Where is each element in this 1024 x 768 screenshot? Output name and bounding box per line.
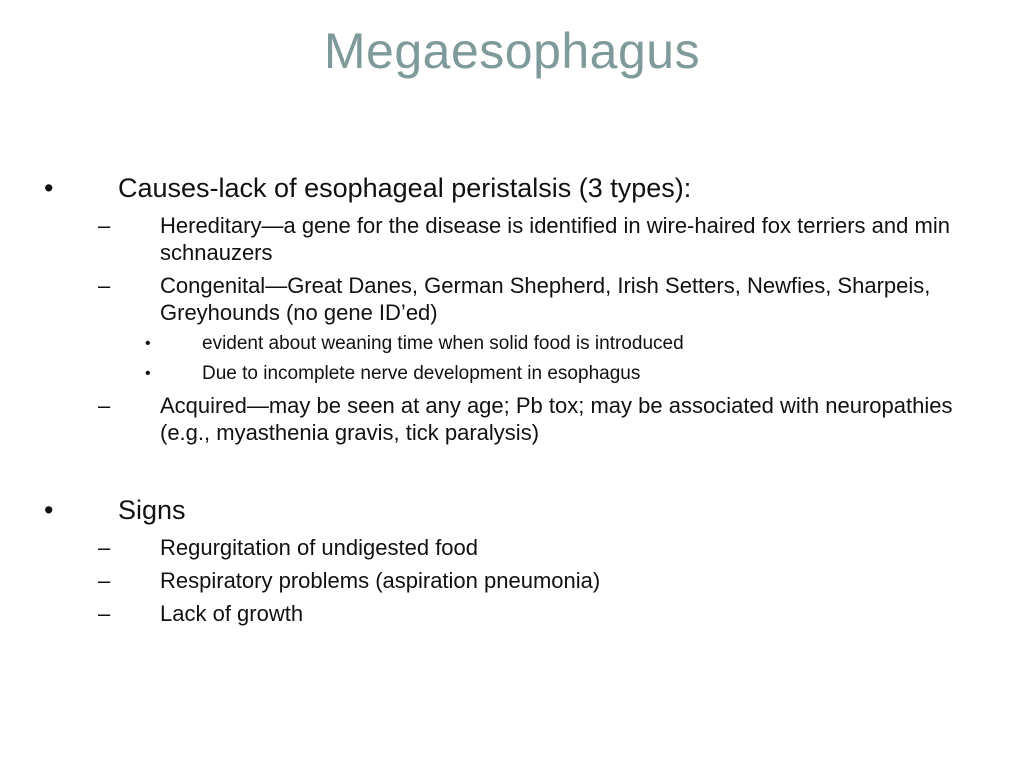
bullet-causes-text: Causes-lack of esophageal peristalsis (3 types): bbox=[118, 173, 692, 203]
bullet-marker: • bbox=[145, 365, 151, 382]
dash-marker: – bbox=[98, 601, 111, 626]
subbullet-respiratory-text: Respiratory problems (aspiration pneumonia) bbox=[160, 568, 601, 593]
bullet-signs-text: Signs bbox=[118, 495, 186, 525]
subbullet-acquired-text: Acquired—may be seen at any age; Pb tox; may be associated with neuropathies (e.g., myasthenia gravis, tick paralysis) bbox=[160, 393, 953, 445]
subbullet-congenital bbox=[0, 272, 1024, 326]
subsubbullet-weaning-text: evident about weaning time when solid food is introduced bbox=[202, 333, 684, 354]
subbullet-regurgitation bbox=[0, 534, 1024, 561]
subbullet-growth bbox=[0, 600, 1024, 627]
dash-marker: – bbox=[98, 568, 111, 593]
dash-marker: – bbox=[98, 393, 111, 418]
bullet-marker: • bbox=[44, 173, 54, 203]
dash-marker: – bbox=[98, 535, 111, 560]
bullet-signs bbox=[0, 492, 1024, 528]
dash-marker: – bbox=[98, 273, 111, 298]
dash-marker: – bbox=[98, 213, 111, 238]
subbullet-respiratory bbox=[0, 567, 1024, 594]
subsubbullet-weaning bbox=[0, 332, 1024, 356]
subbullet-congenital-text: Congenital—Great Danes, German Shepherd, Irish Setters, Newfies, Sharpeis, Greyhounds (no gene ID’ed) bbox=[160, 273, 931, 325]
slide-content bbox=[0, 170, 1024, 627]
subbullet-growth-text: Lack of growth bbox=[160, 601, 304, 626]
subbullet-regurgitation-text: Regurgitation of undigested food bbox=[160, 535, 479, 560]
subsubbullet-nerve bbox=[0, 362, 1024, 386]
subbullet-hereditary bbox=[0, 212, 1024, 266]
bullet-marker: • bbox=[44, 495, 54, 525]
slide-title: Megaesophagus bbox=[323, 23, 701, 79]
subbullet-hereditary-text: Hereditary—a gene for the disease is identified in wire-haired fox terriers and min schnauzers bbox=[160, 213, 950, 265]
section-gap bbox=[0, 446, 1024, 492]
bullet-marker: • bbox=[145, 335, 151, 352]
bullet-causes bbox=[0, 170, 1024, 206]
subsubbullet-nerve-text: Due to incomplete nerve development in esophagus bbox=[202, 363, 641, 384]
subbullet-acquired bbox=[0, 392, 1024, 446]
